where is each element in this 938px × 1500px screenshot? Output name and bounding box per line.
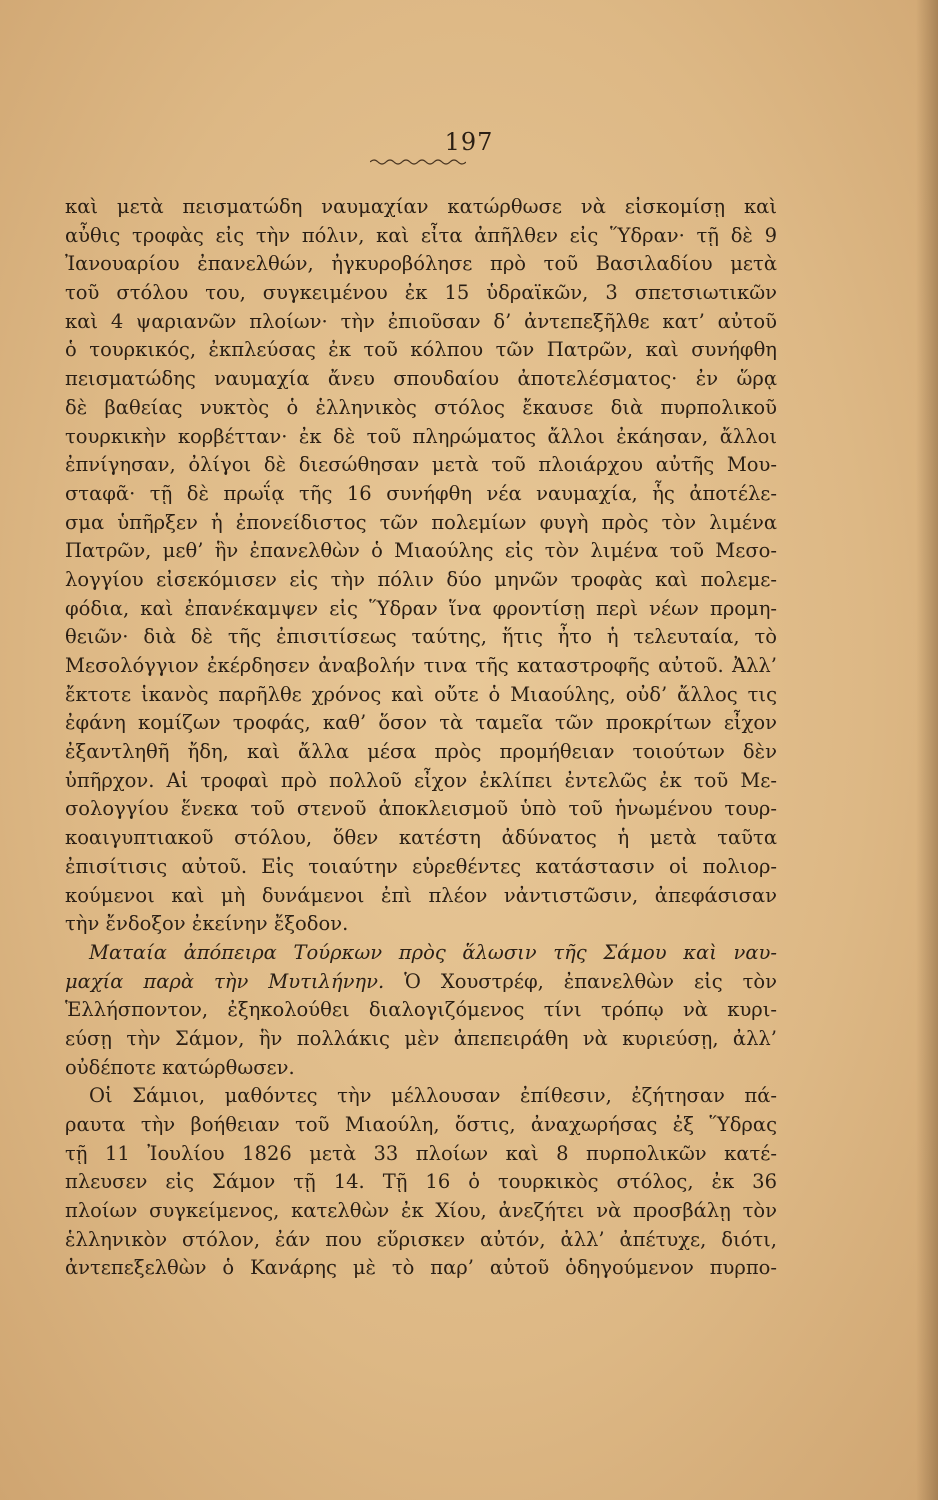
text-line: ἔκτοτε ἱκανὸς παρῆλθε χρόνος καὶ οὔτε ὁ Μιαούλης, οὐδ’ ἄλλος τις xyxy=(65,682,777,706)
text-line: Μεσολόγγιον ἐκέρδησεν ἀναβολήν τινα τῆς καταστροφῆς αὐτοῦ. Ἀλλ’ xyxy=(65,654,777,677)
paragraph-1 xyxy=(65,193,777,939)
text-line: ἐξαντληθῆ ἤδη, καὶ ἄλλα μέσα πρὸς προμήθειαν τοιούτων δὲν xyxy=(65,740,777,764)
section-body-lines xyxy=(65,996,777,1082)
text-line: Οἱ Σάμιοι, μαθόντες τὴν μέλλουσαν ἐπίθεσιν, ἐζήτησαν πά- xyxy=(89,1084,777,1108)
text-line: Ἰανουαρίου ἐπανελθών, ἠγκυροβόλησε πρὸ τοῦ Βασιλαδίου μετὰ xyxy=(65,252,777,276)
text-line: τῇ 11 Ἰουλίου 1826 μετὰ 33 πλοίων καὶ 8 πυρπολικῶν κατέ- xyxy=(65,1141,777,1165)
text-line: ἑλληνικὸν στόλον, ἐάν που εὕρισκεν αὐτόν, ἀλλ’ ἀπέτυχε, διότι, xyxy=(65,1227,777,1251)
body-text xyxy=(65,193,777,1283)
text-line: Ἑλλήσποντον, ἐξηκολούθει διαλογιζόμενος τίνι τρόπῳ νὰ κυρι- xyxy=(65,998,777,1022)
text-line: ἀντεπεξελθὼν ὁ Κανάρης μὲ τὸ παρ’ αὐτοῦ ὁδηγούμενον πυρπο- xyxy=(65,1256,777,1280)
text-line: φόδια, καὶ ἐπανέκαμψεν εἰς Ὕδραν ἵνα φροντίσῃ περὶ νέων προμη- xyxy=(65,596,777,620)
text-line: λογγίου εἰσεκόμισεν εἰς τὴν πόλιν δύο μηνῶν τροφὰς καὶ πολεμε- xyxy=(65,567,777,591)
page-spine-shadow xyxy=(916,0,938,1500)
text-line: θειῶν· διὰ δὲ τῆς ἐπισιτίσεως ταύτης, ἥτις ἦτο ἡ τελευταία, τὸ xyxy=(65,625,777,649)
wavy-rule-ornament xyxy=(370,158,466,166)
text-line: κούμενοι καὶ μὴ δυνάμενοι ἐπὶ πλέον νἀντιστῶσιν, ἀπεφάσισαν xyxy=(65,883,777,907)
text-line: τουρκικὴν κορβέτταν· ἐκ δὲ τοῦ πληρώματος ἄλλοι ἐκάησαν, ἄλλοι xyxy=(65,424,777,448)
text-line: κοαιγυπτιακοῦ στόλου, ὅθεν κατέστη ἀδύνατος ἡ μετὰ ταῦτα xyxy=(65,826,777,850)
text-line: πεισματώδης ναυμαχία ἄνευ σπουδαίου ἀποτελέσματος· ἐν ὥρᾳ xyxy=(65,367,777,391)
text-line: σταφᾶ· τῇ δὲ πρωΐᾳ τῆς 16 συνήφθη νέα ναυμαχία, ἧς ἀποτέλε- xyxy=(65,481,777,505)
text-line: ἐπνίγησαν, ὀλίγοι δὲ διεσώθησαν μετὰ τοῦ πλοιάρχου αὐτῆς Μου- xyxy=(65,453,777,477)
section-line-2-text: Ὁ Χουστρέφ, ἐπανελθὼν εἰς τὸν xyxy=(384,969,777,993)
text-line: καὶ μετὰ πεισματώδη ναυμαχίαν κατώρθωσε νὰ εἰσκομίσῃ καὶ xyxy=(65,195,777,218)
text-line: σολογγίου ἕνεκα τοῦ στενοῦ ἀποκλεισμοῦ ὑπὸ τοῦ ἡνωμένου τουρ- xyxy=(65,797,777,821)
text-line: δὲ βαθείας νυκτὸς ὁ ἑλληνικὸς στόλος ἔκαυσε διὰ πυρπολικοῦ xyxy=(65,395,777,419)
section-title-line-2 xyxy=(65,968,777,997)
text-line: ραυτα τὴν βοήθειαν τοῦ Μιαούλη, ὅστις, ἀναχωρήσας ἐξ Ὕδρας xyxy=(65,1113,777,1136)
text-line: σμα ὑπῆρξεν ἡ ἐπονείδιστος τῶν πολεμίων φυγὴ πρὸς τὸν λιμένα xyxy=(65,510,777,534)
text-line: ἐφάνη κομίζων τροφάς, καθ’ ὅσον τὰ ταμεῖα τῶν προκρίτων εἶχον xyxy=(65,711,777,735)
section-title-end: μαχία παρὰ τὴν Μυτιλήνην. xyxy=(65,969,385,993)
section-title-line-1: Ματαία ἀπόπειρα Τούρκων πρὸς ἅλωσιν τῆς Σάμου καὶ ναυ- xyxy=(89,940,777,964)
text-line: οὐδέποτε κατώρθωσεν. xyxy=(65,1055,295,1079)
text-line: τὴν ἔνδοξον ἐκείνην ἔξοδον. xyxy=(65,912,349,936)
text-line: ἐπισίτισις αὐτοῦ. Εἰς τοιαύτην εὑρεθέντες κατάστασιν οἱ πολιορ- xyxy=(65,854,777,878)
text-line: ὁ τουρκικός, ἐκπλεύσας ἐκ τοῦ κόλπου τῶν Πατρῶν, καὶ συνήφθη xyxy=(65,338,777,362)
paragraph-2 xyxy=(65,1082,777,1283)
text-line: εύσῃ τὴν Σάμον, ἣν πολλάκις μὲν ἀπεπειράθη νὰ κυριεύσῃ, ἀλλ’ xyxy=(65,1026,777,1050)
text-line: Πατρῶν, μεθ’ ἣν ἐπανελθὼν ὁ Μιαούλης εἰς τὸν λιμένα τοῦ Μεσο- xyxy=(65,539,777,563)
text-line: ὑπῆρχον. Αἱ τροφαὶ πρὸ πολλοῦ εἶχον ἐκλίπει ἐντελῶς ἐκ τοῦ Με- xyxy=(65,768,777,792)
text-line: τοῦ στόλου του, συγκειμένου ἐκ 15 ὑδραϊκῶν, 3 σπετσιωτικῶν xyxy=(65,281,777,305)
text-line: καὶ 4 ψαριανῶν πλοίων· τὴν ἐπιοῦσαν δ’ ἀντεπεξῆλθε κατ’ αὐτοῦ xyxy=(65,309,777,333)
text-line: πλευσεν εἰς Σάμον τῇ 14. Τῇ 16 ὁ τουρκικὸς στόλος, ἐκ 36 xyxy=(65,1170,777,1194)
page-number: 197 xyxy=(444,128,494,156)
text-line: πλοίων συγκείμενος, κατελθὼν ἐκ Χίου, ἀνεζήτει νὰ προσβάλῃ τὸν xyxy=(65,1199,777,1223)
text-line: αὖθις τροφὰς εἰς τὴν πόλιν, καὶ εἶτα ἀπῆλθεν εἰς Ὕδραν· τῇ δὲ 9 xyxy=(65,223,777,247)
section-heading-paragraph xyxy=(65,939,777,1082)
